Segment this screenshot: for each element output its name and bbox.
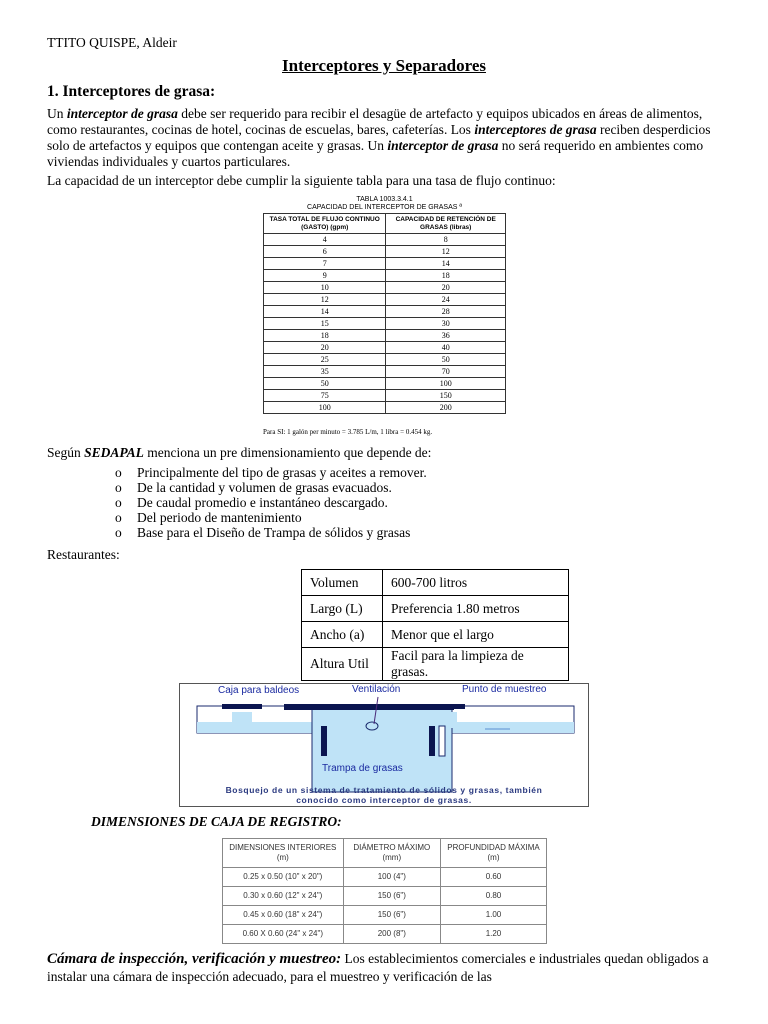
caption-line: conocido como interceptor de grasas. <box>296 795 472 805</box>
table-row <box>264 390 506 402</box>
table-cell: 4 <box>264 234 386 246</box>
table-cell: 150 <box>386 390 506 402</box>
table-cell: 20 <box>264 342 386 354</box>
table-row <box>264 306 506 318</box>
table-row <box>302 596 569 622</box>
table-cell: 14 <box>386 258 506 270</box>
camara-paragraph <box>47 950 732 986</box>
grease-capacity-table <box>263 213 506 414</box>
table-cell: 0.30 x 0.60 (12" x 24") <box>223 887 344 906</box>
intro-block <box>47 106 732 189</box>
table-cell: 200 <box>386 402 506 414</box>
table-row <box>302 622 569 648</box>
table-cell: 14 <box>264 306 386 318</box>
table-cell: 28 <box>386 306 506 318</box>
bullet-list <box>115 465 427 540</box>
text: Según <box>47 445 85 460</box>
table-row <box>264 282 506 294</box>
paragraph-intro <box>47 106 732 170</box>
list-item <box>115 510 427 525</box>
diagram-caption <box>180 785 588 805</box>
sedapal-name: SEDAPAL <box>84 445 144 460</box>
table-header: PROFUNDIDAD MÁXIMA (m) <box>440 839 546 868</box>
bullet-icon: o <box>115 525 122 540</box>
restaurant-dimensions-table <box>301 569 569 681</box>
restaurantes-label: Restaurantes: <box>47 547 120 562</box>
table-row <box>302 648 569 681</box>
table-row <box>223 887 547 906</box>
emphasis: interceptores de grasa <box>474 122 597 137</box>
table-cell: 0.60 <box>440 868 546 887</box>
author: TTITO QUISPE, Aldeir <box>47 35 177 50</box>
table-cell: 18 <box>386 270 506 282</box>
text-run <box>387 138 498 153</box>
label-trampa: Trampa de grasas <box>322 763 403 774</box>
table-cell: 0.60 X 0.60 (24" x 24") <box>223 925 344 944</box>
text-run <box>67 106 178 121</box>
table-cell: 12 <box>386 246 506 258</box>
text-run: reciben desperdicios solo de artefactos y equipos que contengan aceite y grasas. Un <box>47 122 711 153</box>
sedapal-paragraph <box>47 445 732 461</box>
table-header: CAPACIDAD DE RETENCIÓN DE GRASAS (libras) <box>386 214 506 234</box>
table-row <box>264 378 506 390</box>
table-cell: 25 <box>264 354 386 366</box>
bullet-icon: o <box>115 495 122 510</box>
table-cell: 12 <box>264 294 386 306</box>
table-cell: Preferencia 1.80 metros <box>383 596 569 622</box>
text-run: no será requerido en ambientes como viviendas individuales y cuartos particulares. <box>47 138 704 169</box>
table-cell: 150 (6") <box>343 906 440 925</box>
table-cell: 24 <box>386 294 506 306</box>
table-cell: 0.25 x 0.50 (10" x 20") <box>223 868 344 887</box>
table-cell: 6 <box>264 246 386 258</box>
table-row <box>223 868 547 887</box>
table-row <box>264 246 506 258</box>
emphasis: interceptor de grasa <box>66 106 178 121</box>
table-cell: Ancho (a) <box>302 622 383 648</box>
table-cell: 36 <box>386 330 506 342</box>
table-row <box>264 294 506 306</box>
table-cell: 150 (6") <box>343 887 440 906</box>
table-cell: Altura Util <box>302 648 383 681</box>
table-row <box>264 342 506 354</box>
text: menciona un pre dimensionamiento que depende de: <box>143 445 432 460</box>
table-row <box>223 906 547 925</box>
list-item-text: Base para el Diseño de Trampa de sólidos y grasas <box>137 525 411 540</box>
table-cell: 1.00 <box>440 906 546 925</box>
grease-trap-diagram <box>179 683 589 807</box>
table-row <box>302 570 569 596</box>
table-cell: 35 <box>264 366 386 378</box>
table-row <box>264 318 506 330</box>
dimensiones-heading: DIMENSIONES DE CAJA DE REGISTRO: <box>91 814 342 829</box>
bullet-icon: o <box>115 465 122 480</box>
table-cell: Facil para la limpieza de grasas. <box>383 648 569 681</box>
table-header: TASA TOTAL DE FLUJO CONTINUO (GASTO) (gpm) <box>264 214 386 234</box>
table-row <box>264 402 506 414</box>
table-cell: 50 <box>264 378 386 390</box>
table-cell: 1.20 <box>440 925 546 944</box>
table-cell: 100 <box>386 378 506 390</box>
bullet-icon: o <box>115 510 122 525</box>
list-item <box>115 465 427 480</box>
registro-box-table <box>222 838 547 944</box>
table-cell: 18 <box>264 330 386 342</box>
table-cell: 7 <box>264 258 386 270</box>
table-cell: Volumen <box>302 570 383 596</box>
table1-caption-line: TABLA 1003.3.4.1 <box>356 196 413 203</box>
list-item-text: De caudal promedio e instantáneo descargado. <box>137 495 388 510</box>
section-heading: 1. Interceptores de grasa: <box>47 83 216 100</box>
list-item <box>115 480 427 495</box>
table-cell: 9 <box>264 270 386 282</box>
table-row <box>264 258 506 270</box>
table1-caption <box>263 196 506 212</box>
list-item-text: Principalmente del tipo de grasas y aceites a remover. <box>137 465 427 480</box>
list-item <box>115 525 427 540</box>
table1-caption-line: CAPACIDAD DEL INTERCEPTOR DE GRASAS ª <box>307 204 462 211</box>
label-punto-muestreo: Punto de muestreo <box>462 684 547 695</box>
table-cell: 600-700 litros <box>383 570 569 596</box>
table-cell: Largo (L) <box>302 596 383 622</box>
table-cell: Menor que el largo <box>383 622 569 648</box>
caption-line: Bosquejo de un sistema de tratamiento de sólidos y grasas, también <box>225 785 543 795</box>
table-cell: 75 <box>264 390 386 402</box>
label-ventilacion: Ventilación <box>352 684 401 695</box>
table-cell: 0.80 <box>440 887 546 906</box>
paragraph-capacity: La capacidad de un interceptor debe cumplir la siguiente tabla para una tasa de flujo continuo: <box>47 173 556 188</box>
table-cell: 10 <box>264 282 386 294</box>
bullet-icon: o <box>115 480 122 495</box>
page-title: Interceptores y Separadores <box>282 56 486 75</box>
table1-note: Para SI: 1 galón per minuto = 3.785 L/m, 1 libra = 0.454 kg. <box>263 428 433 436</box>
list-item-text: De la cantidad y volumen de grasas evacuados. <box>137 480 392 495</box>
table-row <box>223 925 547 944</box>
table-cell: 15 <box>264 318 386 330</box>
table-cell: 30 <box>386 318 506 330</box>
label-caja-baldeos: Caja para baldeos <box>218 685 300 696</box>
camara-heading: Cámara de inspección, verificación y muestreo: <box>47 951 342 967</box>
list-item-text: Del periodo de mantenimiento <box>137 510 302 525</box>
text-run <box>474 122 596 137</box>
table-cell: 20 <box>386 282 506 294</box>
table-cell: 100 <box>264 402 386 414</box>
table-row <box>264 354 506 366</box>
table-row <box>264 270 506 282</box>
table-cell: 70 <box>386 366 506 378</box>
table-header: DIMENSIONES INTERIORES (m) <box>223 839 344 868</box>
table-row <box>264 234 506 246</box>
table-header: DIÁMETRO MÁXIMO (mm) <box>343 839 440 868</box>
table-cell: 200 (8") <box>343 925 440 944</box>
camara-text: Los establecimientos comerciales e industriales quedan obligados a instalar una cámara de inspección adecuado, para el muestreo y verificación de las <box>47 951 709 984</box>
table-cell: 40 <box>386 342 506 354</box>
table-row <box>264 330 506 342</box>
list-item <box>115 495 427 510</box>
table-cell: 50 <box>386 354 506 366</box>
table-cell: 0.45 x 0.60 (18" x 24") <box>223 906 344 925</box>
table-cell: 8 <box>386 234 506 246</box>
text-run: debe ser requerido para recibir el desagüe de artefacto y equipos ubicados en áreas de alimentos, como restaurantes, cocinas de hotel, cocinas de escuelas, bares, cafeterías. Los <box>47 106 703 137</box>
table-row <box>264 366 506 378</box>
text-run: Un <box>47 106 67 121</box>
emphasis: interceptor de grasa <box>387 138 499 153</box>
table-cell: 100 (4") <box>343 868 440 887</box>
